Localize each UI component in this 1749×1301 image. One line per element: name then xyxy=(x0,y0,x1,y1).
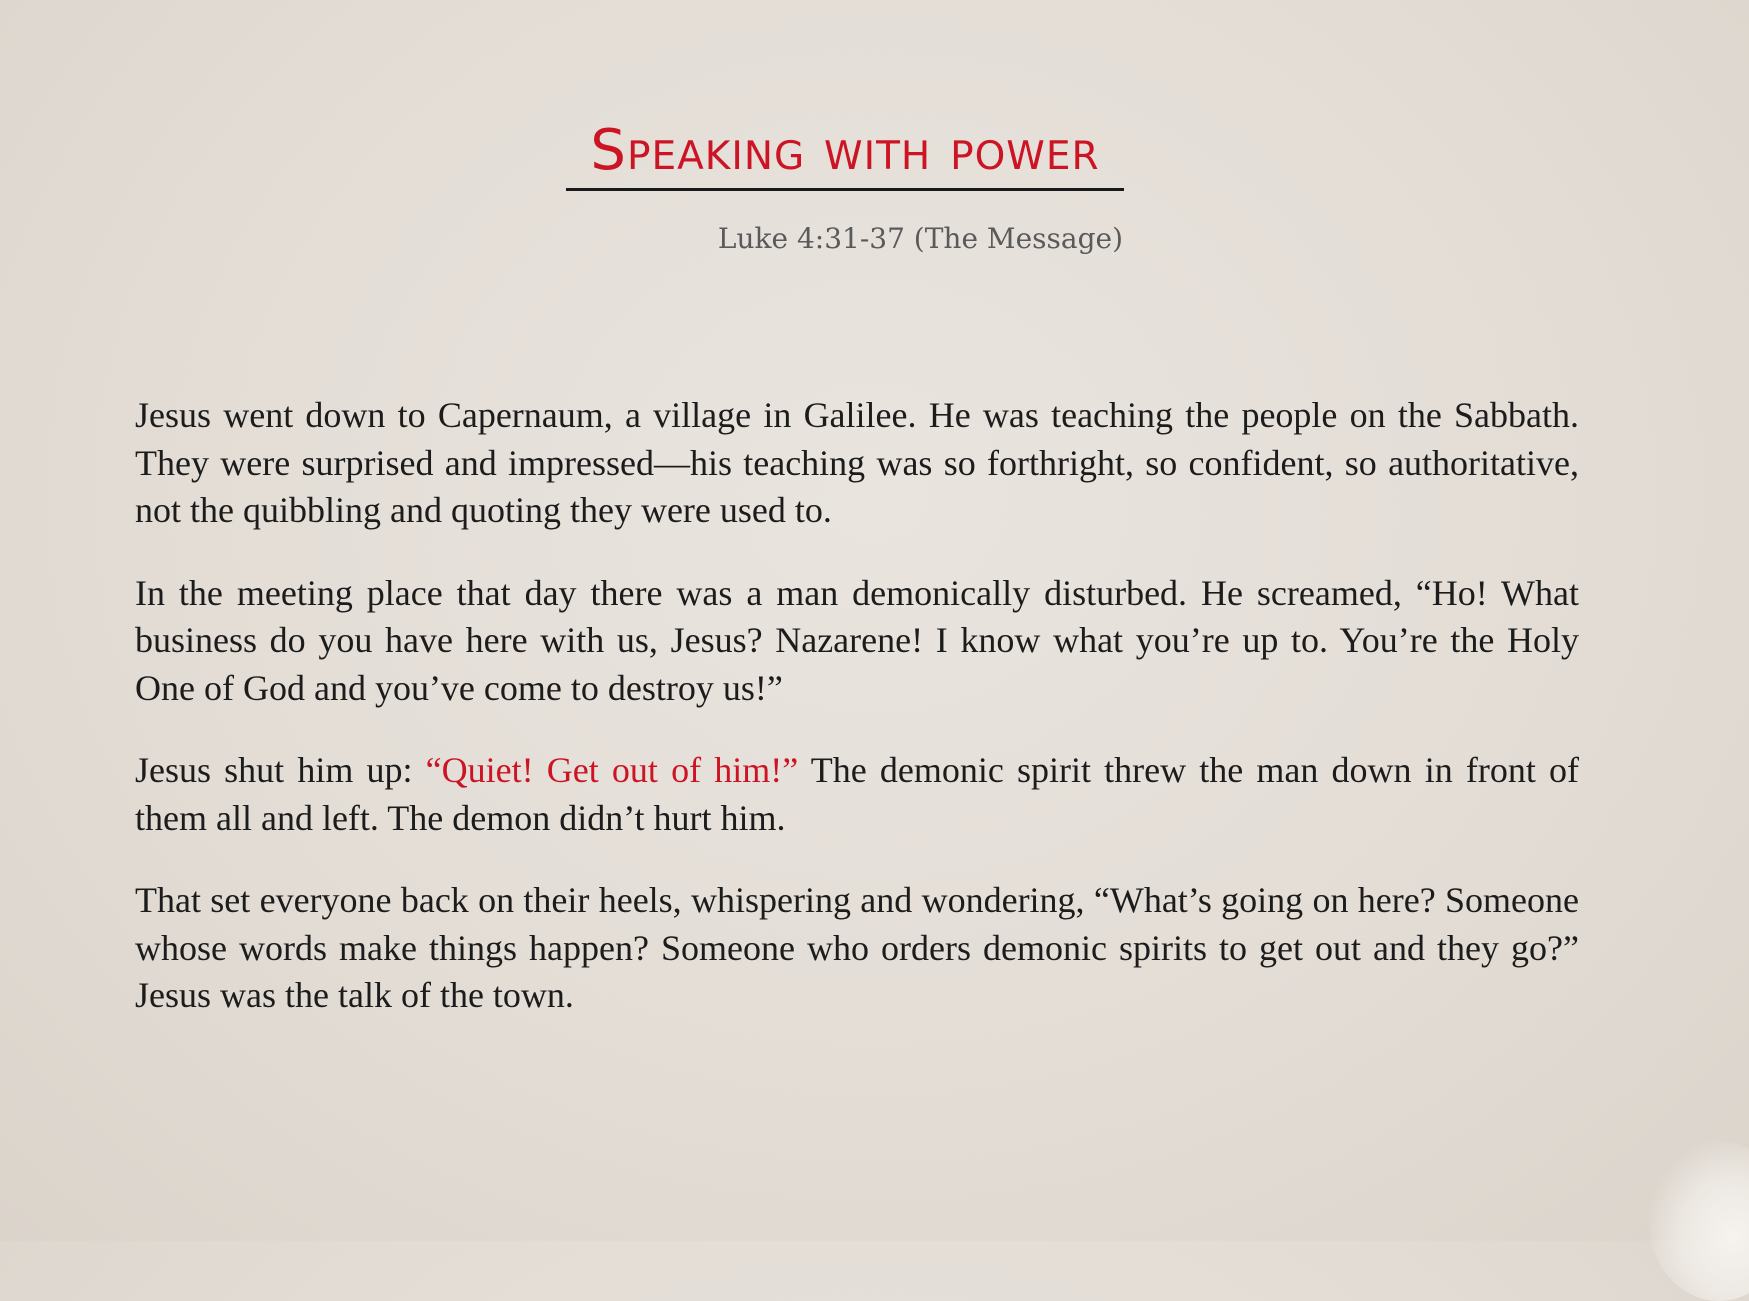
corner-light-glow xyxy=(1649,1141,1749,1301)
passage-paragraph-3 xyxy=(135,747,1579,842)
passage-paragraph-2: In the meeting place that day there was a man demonically disturbed. He screamed, “Ho! What business do you have here with us, Jesus? Nazarene! I know what you’re up to. You’re the Holy One of God and you’ve come to destroy us!” xyxy=(135,572,1579,708)
paragraph-3-lead: Jesus shut him up: xyxy=(135,750,426,790)
scripture-reference: Luke 4:31-37 (The Message) xyxy=(717,222,1123,255)
title-block xyxy=(566,118,1124,191)
passage-paragraph-1: Jesus went down to Capernaum, a village in Galilee. He was teaching the people on the Sabbath. They were surprised and impressed—his teaching was so forthright, so confident, so authoritative, not the quibbling and quoting they were used to. xyxy=(135,395,1579,530)
passage-body xyxy=(135,392,1579,1055)
paragraph-3-rest: The demonic spirit threw the man down in front of them all and left. The demon didn’t hurt him. xyxy=(135,750,1579,838)
jesus-quote: “Quiet! Get out of him!” xyxy=(425,750,799,790)
page-title: Speaking with power xyxy=(590,118,1100,183)
title-underline xyxy=(566,188,1124,191)
passage-paragraph-4: That set everyone back on their heels, whispering and wondering, “What’s going on here? Someone whose words make things happen? Someone who orders demonic spirits to get out and they go?” Jesus was the talk of the town. xyxy=(135,880,1579,1015)
